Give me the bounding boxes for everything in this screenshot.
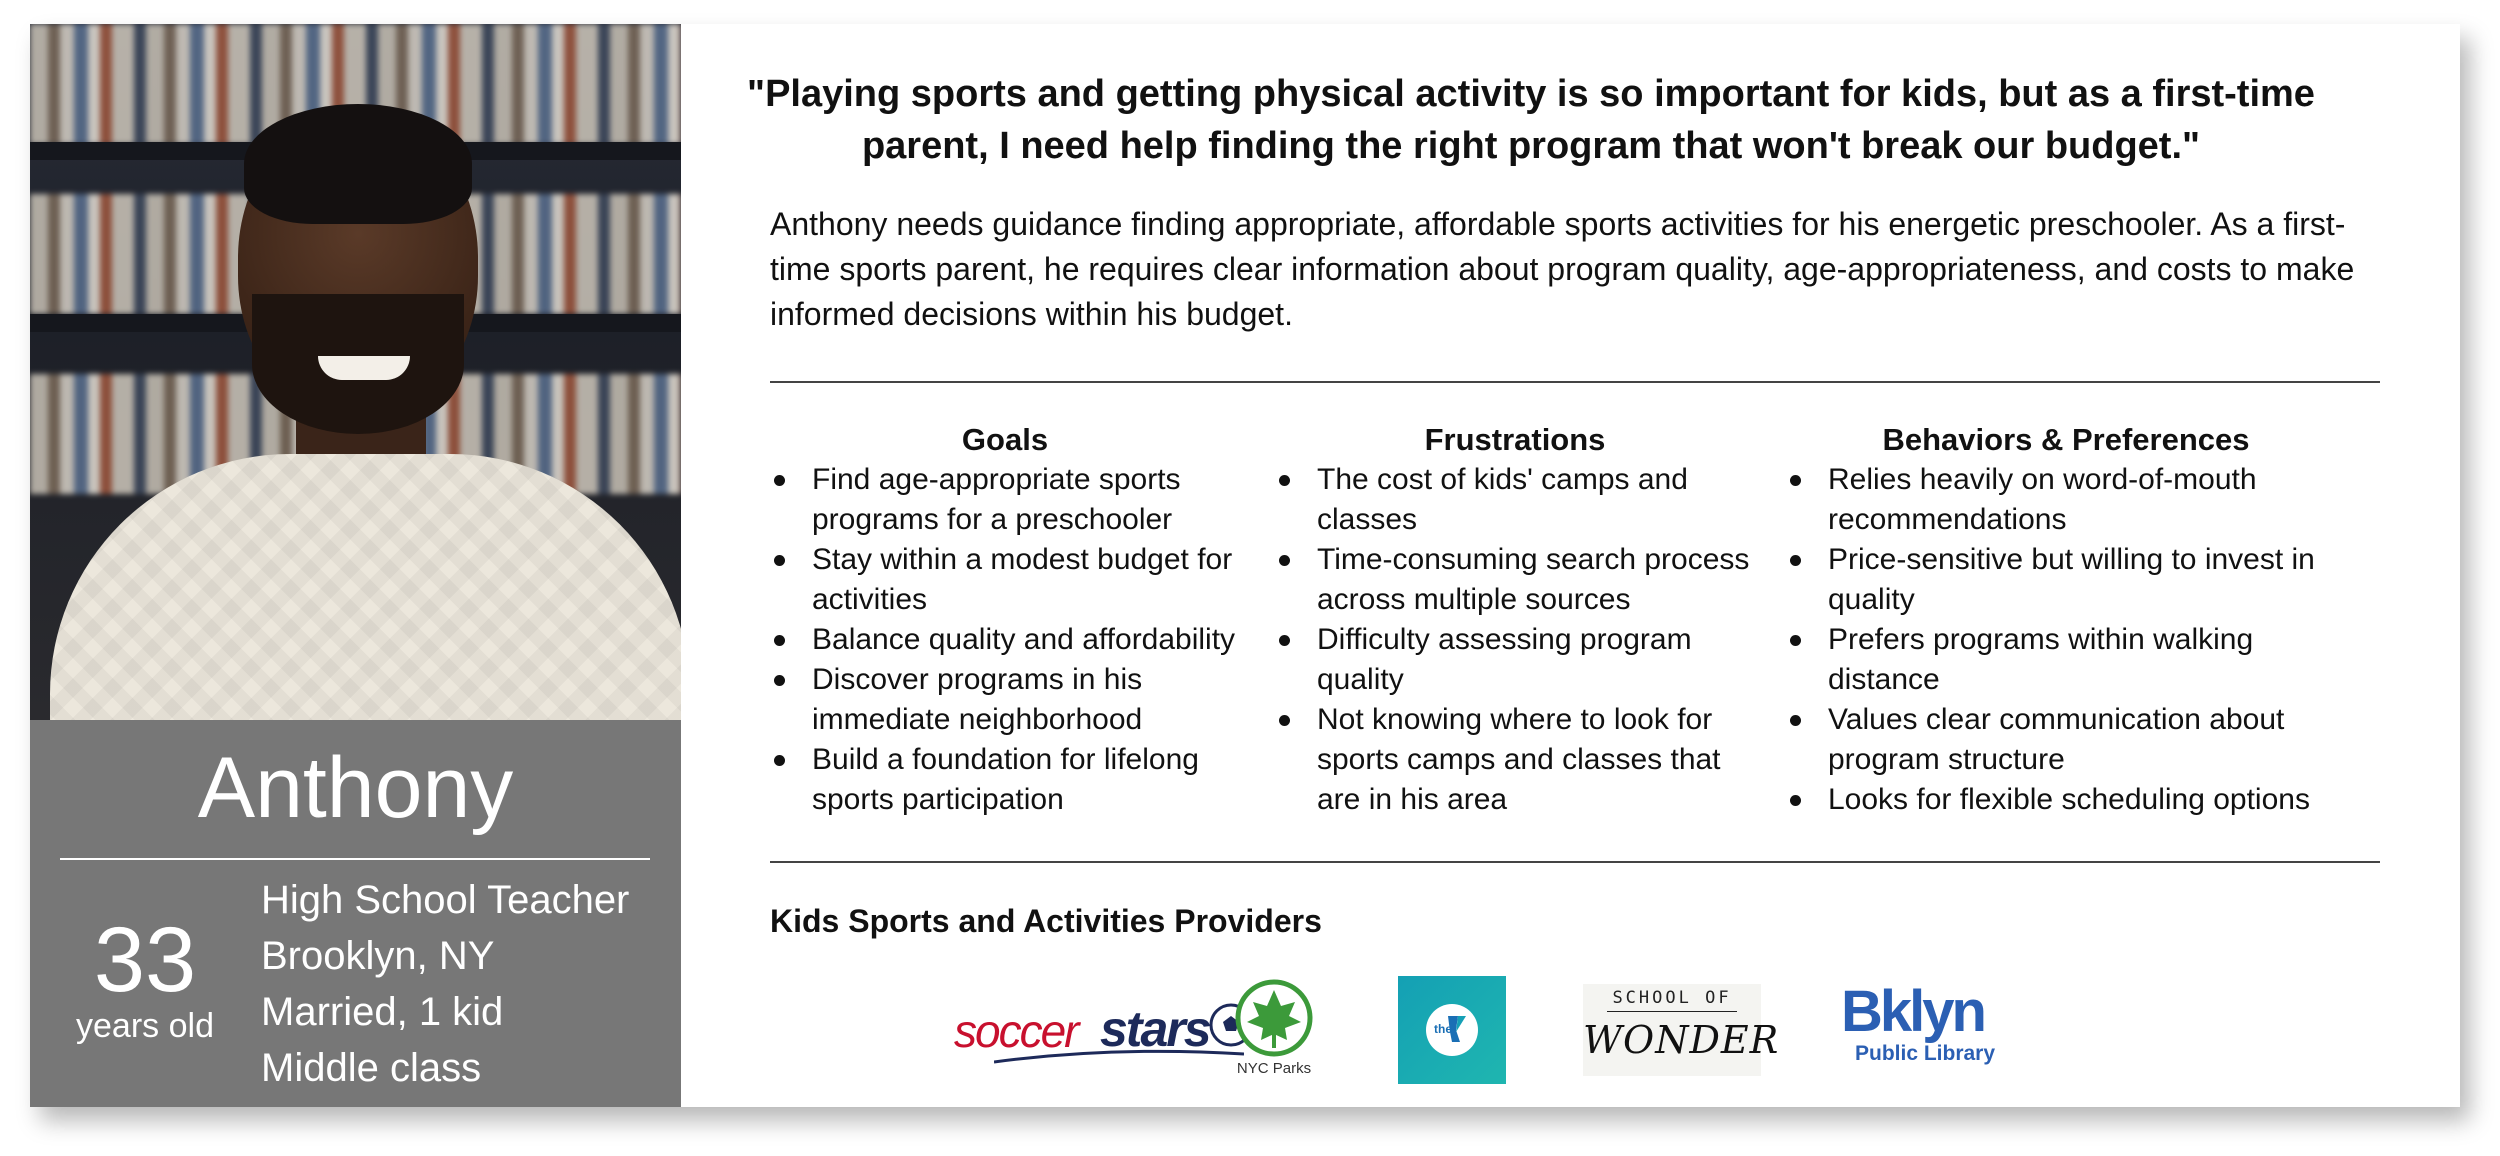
persona-age-label: years old <box>76 1007 214 1045</box>
list-item: Find age-appropriate sports programs for a preschooler <box>770 460 1240 540</box>
persona-info-panel <box>30 720 681 1107</box>
frustrations-heading: Frustrations <box>1424 422 1606 457</box>
persona-name: Anthony <box>197 740 514 836</box>
name-divider <box>60 858 650 860</box>
ymca-logo <box>1398 976 1506 1084</box>
bklyn-sub-label: Public Library <box>1855 1042 1996 1065</box>
person-smile <box>318 356 410 380</box>
person-hair <box>244 104 472 224</box>
list-item: Not knowing where to look for sports camps and classes that are in his area <box>1275 700 1755 820</box>
list-item: Stay within a modest budget for activities <box>770 540 1240 620</box>
persona-age-number: 33 <box>93 909 197 1011</box>
persona-photo <box>30 24 681 720</box>
behaviors-column <box>1786 420 2346 820</box>
bklyn-main-label: Bklyn <box>1841 979 1984 1044</box>
nyc-parks-logo <box>1219 978 1329 1086</box>
provider-logos <box>681 950 2460 1090</box>
list-item: Looks for flexible scheduling options <box>1786 780 2346 820</box>
goals-heading: Goals <box>961 422 1049 457</box>
persona-quote: "Playing sports and getting physical activity is so important for kids, but as a first-time parent, I need help finding the right program that won't break our budget." <box>747 73 2315 167</box>
ymca-y-icon <box>1398 976 1506 1084</box>
soccerstars-logo-text-a: soccer <box>954 1005 1078 1057</box>
goals-list <box>770 460 1240 820</box>
soccerstars-logo-text-b: stars <box>1100 1001 1210 1057</box>
bklyn-public-library-logo <box>1841 979 2051 1074</box>
list-item: Values clear communication about program structure <box>1786 700 2346 780</box>
persona-location: Brooklyn, NY <box>261 934 495 978</box>
list-item: Prefers programs within walking distance <box>1786 620 2346 700</box>
persona-right-panel <box>681 24 2460 1107</box>
frustrations-list <box>1275 460 1755 820</box>
nyc-parks-label: NYC Parks <box>1236 1060 1312 1077</box>
school-of-wonder-main-label: WONDER <box>1583 1018 1780 1062</box>
soccerstars-logo <box>954 996 1254 1070</box>
persona-left-panel <box>30 24 681 1107</box>
persona-family: Married, 1 kid <box>261 990 504 1034</box>
school-of-wonder-line <box>1607 1011 1737 1012</box>
section-divider-bottom <box>770 861 2380 863</box>
persona-summary: Anthony needs guidance finding appropriate, affordable sports activities for his energetic preschooler. As a first-time sports parent, he requires clear information about program quality, age-appropriateness, and costs to make informed decisions within his budget. <box>770 206 2355 332</box>
behaviors-heading: Behaviors & Preferences <box>1882 422 2250 457</box>
ymca-label: the <box>1434 1022 1452 1036</box>
list-item: Difficulty assessing program quality <box>1275 620 1755 700</box>
persona-occupation: High School Teacher <box>261 878 630 922</box>
goals-column <box>770 420 1240 820</box>
frustrations-column <box>1275 420 1755 820</box>
list-item: Relies heavily on word-of-mouth recommendations <box>1786 460 2346 540</box>
list-item: The cost of kids' camps and classes <box>1275 460 1755 540</box>
persona-income-class: Middle class <box>261 1046 482 1090</box>
school-of-wonder-top-label: SCHOOL OF <box>1612 988 1732 1008</box>
behaviors-list <box>1786 460 2346 820</box>
persona-card <box>30 24 2460 1107</box>
list-item: Build a foundation for lifelong sports participation <box>770 740 1240 820</box>
list-item: Balance quality and affordability <box>770 620 1240 660</box>
nyc-parks-leaf-icon <box>1219 978 1329 1058</box>
list-item: Discover programs in his immediate neighborhood <box>770 660 1240 740</box>
section-divider-top <box>770 381 2380 383</box>
list-item: Price-sensitive but willing to invest in quality <box>1786 540 2346 620</box>
list-item: Time-consuming search process across multiple sources <box>1275 540 1755 620</box>
school-of-wonder-logo <box>1583 984 1780 1076</box>
soccerstars-swoosh <box>994 1048 1244 1066</box>
persona-facts <box>261 872 629 1096</box>
providers-heading: Kids Sports and Activities Providers <box>770 903 1322 939</box>
